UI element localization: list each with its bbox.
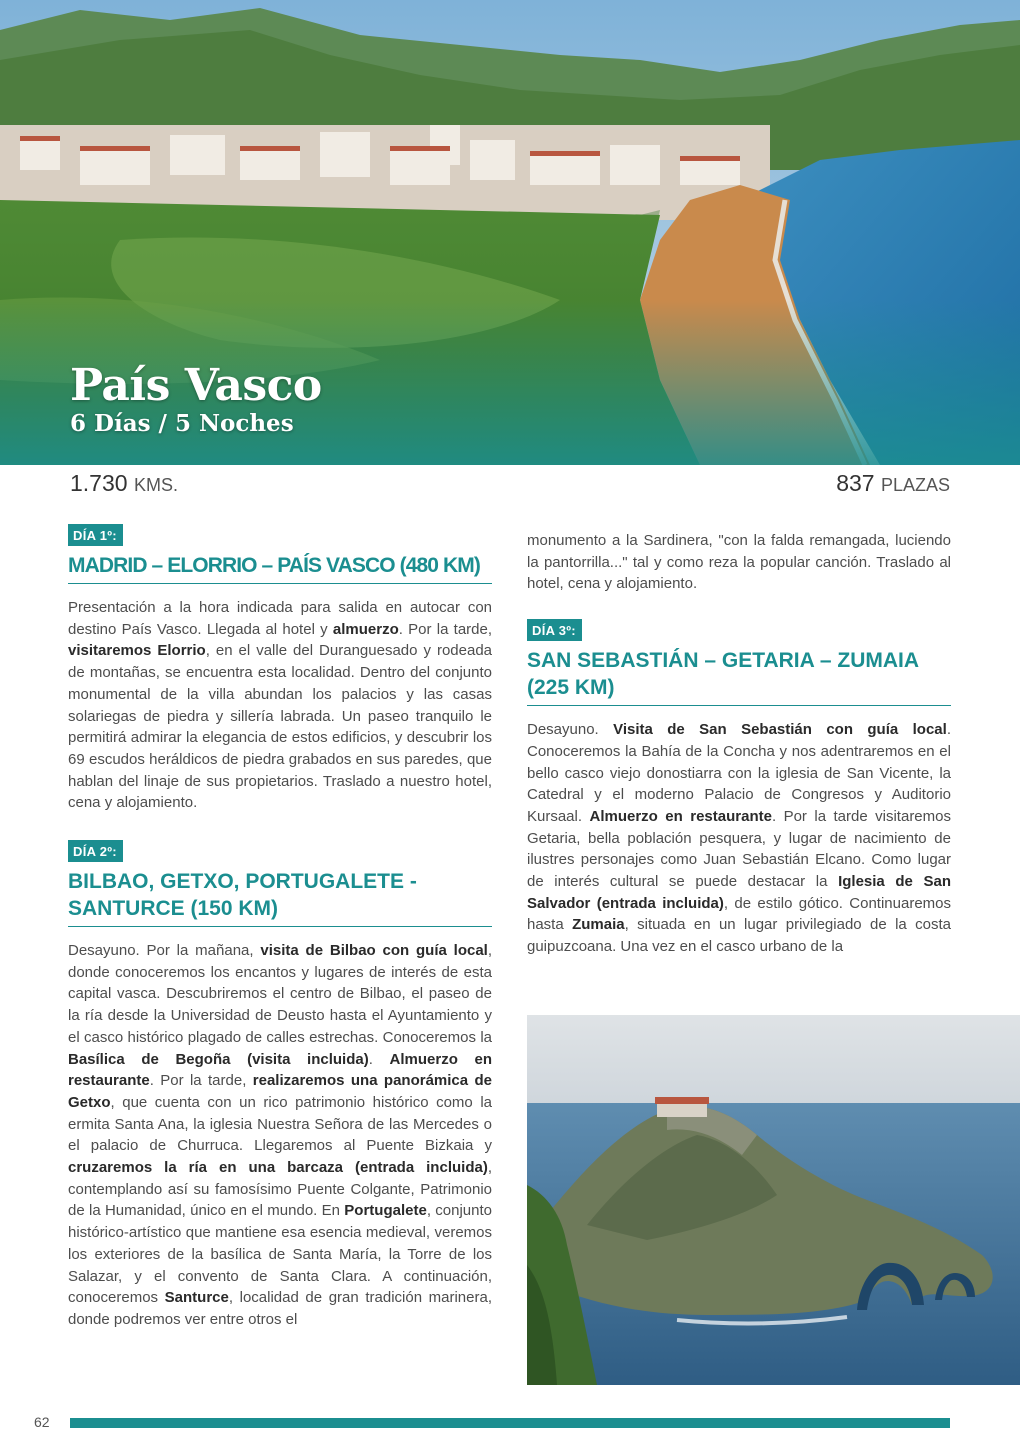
highlight-text: visita de Bilbao con guía local <box>260 942 488 960</box>
highlight-text: Portugalete <box>344 1202 427 1220</box>
body-text-run: , situada en un lugar privilegiado de la costa guipuzcoana. Una vez en el casco urbano de la <box>527 916 951 956</box>
body-text-run: Desayuno. <box>527 721 614 739</box>
body-text-run: . Por la tarde, <box>398 620 493 638</box>
body-text-run: , donde conoceremos los encantos y lugares de interés de esta capital vasca. Descubriremos el centro de Bilbao, el paseo de la ría desde la Universidad de Deusto hasta el Ayuntamiento y el casco histórico plagado de calles estrechas. Conoceremos la <box>68 942 493 1046</box>
highlight-text: Santurce <box>164 1289 229 1307</box>
seats-stat <box>836 470 950 497</box>
day-badge: DÍA 2º: <box>68 840 123 862</box>
day-2-continuation: monumento a la Sardinera, "con la falda remangada, luciendo la pantorrilla..." tal y como reza la popular canción. Traslado al hotel, cena y alojamiento. <box>527 532 951 593</box>
right-column <box>527 530 951 958</box>
highlight-text: cruzaremos la ría en una barcaza (entrada incluida) <box>68 1159 488 1177</box>
day-title: MADRID – ELORRIO – PAÍS VASCO (480 KM) <box>68 552 492 584</box>
page-number: 62 <box>34 1414 50 1430</box>
gaztelugatxe-photo <box>527 1015 1020 1385</box>
coastal-island-image <box>527 1015 1020 1385</box>
day-section-1 <box>68 524 492 814</box>
day-title: BILBAO, GETXO, PORTUGALETE - SANTURCE (150 KM) <box>68 868 492 927</box>
day-badge: DÍA 1º: <box>68 524 123 546</box>
day-description <box>68 940 492 1331</box>
hero-banner <box>0 0 1020 465</box>
day-badge: DÍA 3º: <box>527 619 582 641</box>
body-text-run: , conjunto histórico-artístico que mantiene esa esencia medieval, veremos los exteriores de la basílica de Santa María, la Torre de los Salazar, y el convento de Santa Clara. A continuación, conoceremos <box>68 1202 492 1307</box>
page-subtitle: 6 Días / 5 Noches <box>70 410 294 437</box>
highlight-text: Almuerzo en restaurante <box>589 807 772 825</box>
body-text-run: , en el valle del Duranguesado y rodeada de montañas, se encuentra esta localidad. Dentro del conjunto monumental de la villa abundan los palacios y las casas solariegas de piedra y sillería labrada. Un paseo tranquilo le permitirá admirar la elegancia de estos edificios, y descubrir los 69 escudos heráldicos de piedra grabados en sus paredes, que hablan del linaje de sus propietarios. Traslado a nuestro hotel, cena y alojamiento. <box>68 642 492 812</box>
day-title: SAN SEBASTIÁN – GETARIA – ZUMAIA (225 KM) <box>527 647 951 706</box>
highlight-text: Zumaia <box>572 916 625 934</box>
day-description <box>527 719 951 958</box>
day-description <box>68 597 492 814</box>
footer-accent-bar <box>70 1418 950 1428</box>
body-text-run: . Por la tarde visitaremos Getaria, bella población pesquera, y lugar de nacimiento de ilustres personajes como Juan Sebastián Elcano. Como lugar de interés cultural se puede destacar la <box>527 807 951 891</box>
left-column <box>68 524 492 1331</box>
body-text-run: , que cuenta con un rico patrimonio histórico como la ermita Santa Ana, la iglesia Nuestra Señora de las Mercedes o el palacio de Churruca. Llegaremos al Puente Bizkaia y <box>68 1093 492 1155</box>
highlight-text: almuerzo <box>332 620 399 638</box>
highlight-text: realizaremos una panorámica de Getxo <box>68 1072 492 1111</box>
highlight-text: Visita de San Sebastián con guía local <box>613 721 947 739</box>
distance-stat <box>70 470 178 497</box>
highlight-text: Almuerzo en restaurante <box>68 1050 493 1090</box>
body-text-run: , contemplando así su famosísimo Puente Colgante, Patrimonio de la Humanidad, único en el mundo. En <box>68 1159 492 1220</box>
distance-value: 1.730 <box>70 470 128 496</box>
body-text-run: . Conoceremos la Bahía de la Concha y nos adentraremos en el bello casco viejo donostiarra con la iglesia de San Vicente, la Catedral y el moderno Palacio de Congresos y Auditorio Kursaal. <box>527 721 951 825</box>
page-title: País Vasco <box>70 360 322 411</box>
body-text-run: Presentación a la hora indicada para salida en autocar con destino País Vasco. Llegada al hotel y <box>68 599 492 638</box>
highlight-text: Iglesia de San Salvador (entrada incluida) <box>527 873 951 912</box>
body-text-run: Desayuno. Por la mañana, <box>68 942 261 960</box>
highlight-text: visitaremos Elorrio <box>68 642 206 660</box>
highlight-text: Basílica de Begoña (visita incluida) <box>68 1050 369 1068</box>
day-section-2 <box>68 840 492 1331</box>
body-text-run: , localidad de gran tradición marinera, donde podremos ver entre otros el <box>68 1289 492 1328</box>
seats-unit: PLAZAS <box>880 475 950 495</box>
seats-value: 837 <box>836 470 875 496</box>
day-section-3 <box>527 619 951 958</box>
body-text-run: , de estilo gótico. Continuaremos hasta <box>527 894 952 934</box>
body-text-run: . <box>368 1050 390 1068</box>
body-text-run: . Por la tarde, <box>149 1072 253 1090</box>
distance-unit: KMS. <box>133 475 178 495</box>
